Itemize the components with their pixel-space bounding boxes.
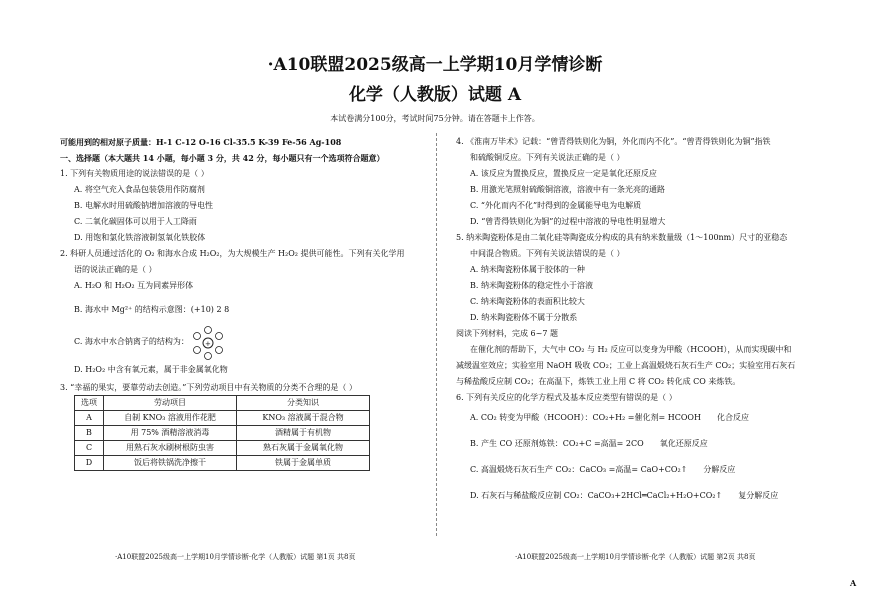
passage-line: 与稀盐酸反应制 CO₂；在高温下，炼铁工业上用 C 将 CO₂ 转化成 CO 来炼铁。	[456, 377, 741, 386]
table-row	[75, 411, 370, 426]
paper-mark: A	[850, 578, 857, 588]
q2-option-b: B. 海水中 Mg²⁺ 的结构示意图：(+10) 2 8	[74, 305, 230, 314]
q4-option-d: D. “曾青得铁则化为铜”的过程中溶液的导电性明显增大	[470, 217, 666, 226]
table-cell: KNO₃ 溶液属于混合物	[237, 411, 370, 426]
svg-text:+: +	[205, 340, 211, 348]
table-cell: 酒精属于有机物	[237, 426, 370, 441]
q4-option-b: B. 用激光笔照射硫酸铜溶液，溶液中有一条光亮的通路	[470, 185, 665, 194]
table-cell: C	[75, 441, 104, 456]
table-cell: A	[75, 411, 104, 426]
exam-subtitle: 化学（人教版）试题 A	[348, 85, 522, 105]
q4-option-a: A. 该反应为置换反应，置换反应一定是氧化还原反应	[470, 169, 657, 178]
table-cell: B	[75, 426, 104, 441]
table-row	[75, 441, 370, 456]
passage-intro: 阅读下列材料，完成 6~7 题	[456, 329, 558, 338]
q3-table	[74, 395, 370, 471]
table-header: 选项	[75, 396, 104, 411]
q6-option-c: C. 高温煅烧石灰石生产 CO₂：CaCO₃ =高温= CaO+CO₂↑ 分解反应	[470, 465, 736, 474]
q2-option-d: D. H₂O₂ 中含有氧元素，属于非金属氧化物	[74, 365, 228, 374]
q5-stem-line2: 中间混合物质。下列有关说法错误的是（ ）	[470, 249, 625, 258]
q2-option-c: C. 海水中水合钠离子的结构为：	[74, 337, 189, 346]
q1-stem: 1. 下列有关物质用途的说法错误的是（ ）	[60, 169, 209, 178]
passage-line: 减缓温室效应；实验室用 NaOH 吸收 CO₂；工业上高温煅烧石灰石生产 CO₂；实验室用石灰石	[456, 361, 796, 370]
q1-option-c: C. 二氧化碳固体可以用于人工降雨	[74, 217, 197, 226]
column-divider	[436, 133, 437, 536]
exam-note: 本试卷满分100分，考试时间75分钟。请在答题卡上作答。	[330, 114, 540, 123]
table-row	[75, 426, 370, 441]
right-column	[456, 137, 816, 501]
q4-stem-line1: 4. 《淮南万毕术》记载：“曾青得铁则化为铜，外化而内不化”。“曾青得铁则化为铜”指铁	[456, 137, 771, 146]
q2-option-a: A. H₂O 和 H₂O₂ 互为同素异形体	[74, 281, 194, 290]
passage-line: 在催化剂的帮助下，大气中 CO₂ 与 H₂ 反应可以变身为甲酸（HCOOH），从而实现碳中和	[470, 345, 792, 354]
q2-stem-line1: 2. 科研人员通过活化的 O₂ 和海水合成 H₂O₂，为大规模生产 H₂O₂ 提供可能性。下列有关化学用	[60, 249, 405, 258]
q3-stem: 3. “幸福的果实，要靠劳动去创造。”下列劳动项目中有关物质的分类不合理的是（ ）	[60, 383, 357, 392]
q5-option-b: B. 纳米陶瓷粉体的稳定性小于溶液	[470, 281, 593, 290]
table-row	[75, 456, 370, 471]
section-heading: 一、选择题（本大题共 14 小题，每小题 3 分，共 42 分，每小题只有一个选项符合题意）	[60, 153, 385, 163]
left-column	[60, 137, 428, 471]
table-cell: 饭后将铁锅洗净擦干	[104, 456, 237, 471]
hydrated-sodium-ion-diagram	[190, 325, 226, 361]
atomic-masses: 可能用到的相对原子质量：H-1 C-12 O-16 Cl-35.5 K-39 Fe-56 Ag-108	[60, 137, 342, 147]
table-cell: 用熟石灰水刷树根防虫害	[104, 441, 237, 456]
footer-left: ·A10联盟2025级高一上学期10月学情诊断·化学（人教版）试题 第1页 共8页	[115, 553, 356, 561]
table-header-row	[75, 396, 370, 411]
table-cell: 熟石灰属于金属氧化物	[237, 441, 370, 456]
exam-title: ·A10联盟2025级高一上学期10月学情诊断	[267, 55, 603, 75]
q4-option-c: C. “外化而内不化”时得到的金属能导电为电解质	[470, 201, 642, 210]
q6-stem: 6. 下列有关反应的化学方程式及基本反应类型有错误的是（ ）	[456, 393, 677, 402]
q2-stem-line2: 语的说法正确的是（ ）	[74, 265, 157, 274]
q6-option-b: B. 产生 CO 还原剂炼铁：CO₂+C =高温= 2CO 氧化还原反应	[470, 439, 708, 448]
table-cell: 自制 KNO₃ 溶液用作花肥	[104, 411, 237, 426]
q4-stem-line2: 和硫酸铜反应。下列有关说法正确的是（ ）	[470, 153, 625, 162]
q1-option-a: A. 将空气充入食品包装袋用作防腐剂	[74, 185, 205, 194]
table-cell: D	[75, 456, 104, 471]
table-cell: 铁属于金属单质	[237, 456, 370, 471]
q6-option-a: A. CO₂ 转变为甲酸（HCOOH）：CO₂+H₂ =催化剂= HCOOH 化合反应	[470, 413, 749, 422]
q5-option-d: D. 纳米陶瓷粉体不属于分散系	[470, 313, 578, 322]
q5-option-a: A. 纳米陶瓷粉体属于胶体的一种	[470, 265, 585, 274]
table-cell: 用 75% 酒精溶液消毒	[104, 426, 237, 441]
q5-stem-line1: 5. 纳米陶瓷粉体是由二氧化硅等陶瓷成分构成的具有纳米数量级（1～100nm）尺寸的亚稳态	[456, 233, 788, 242]
footer-right: ·A10联盟2025级高一上学期10月学情诊断·化学（人教版）试题 第2页 共8页	[515, 553, 756, 561]
table-header: 分类知识	[237, 396, 370, 411]
q1-option-b: B. 电解水时用硫酸钠增加溶液的导电性	[74, 201, 213, 210]
q6-option-d: D. 石灰石与稀盐酸反应制 CO₂：CaCO₃+2HCl═CaCl₂+H₂O+CO₂↑ 复分解反应	[470, 491, 779, 500]
q1-option-d: D. 用饱和氯化铁溶液制氢氧化铁胶体	[74, 233, 206, 242]
table-header: 劳动项目	[104, 396, 237, 411]
q5-option-c: C. 纳米陶瓷粉体的表面积比较大	[470, 297, 585, 306]
